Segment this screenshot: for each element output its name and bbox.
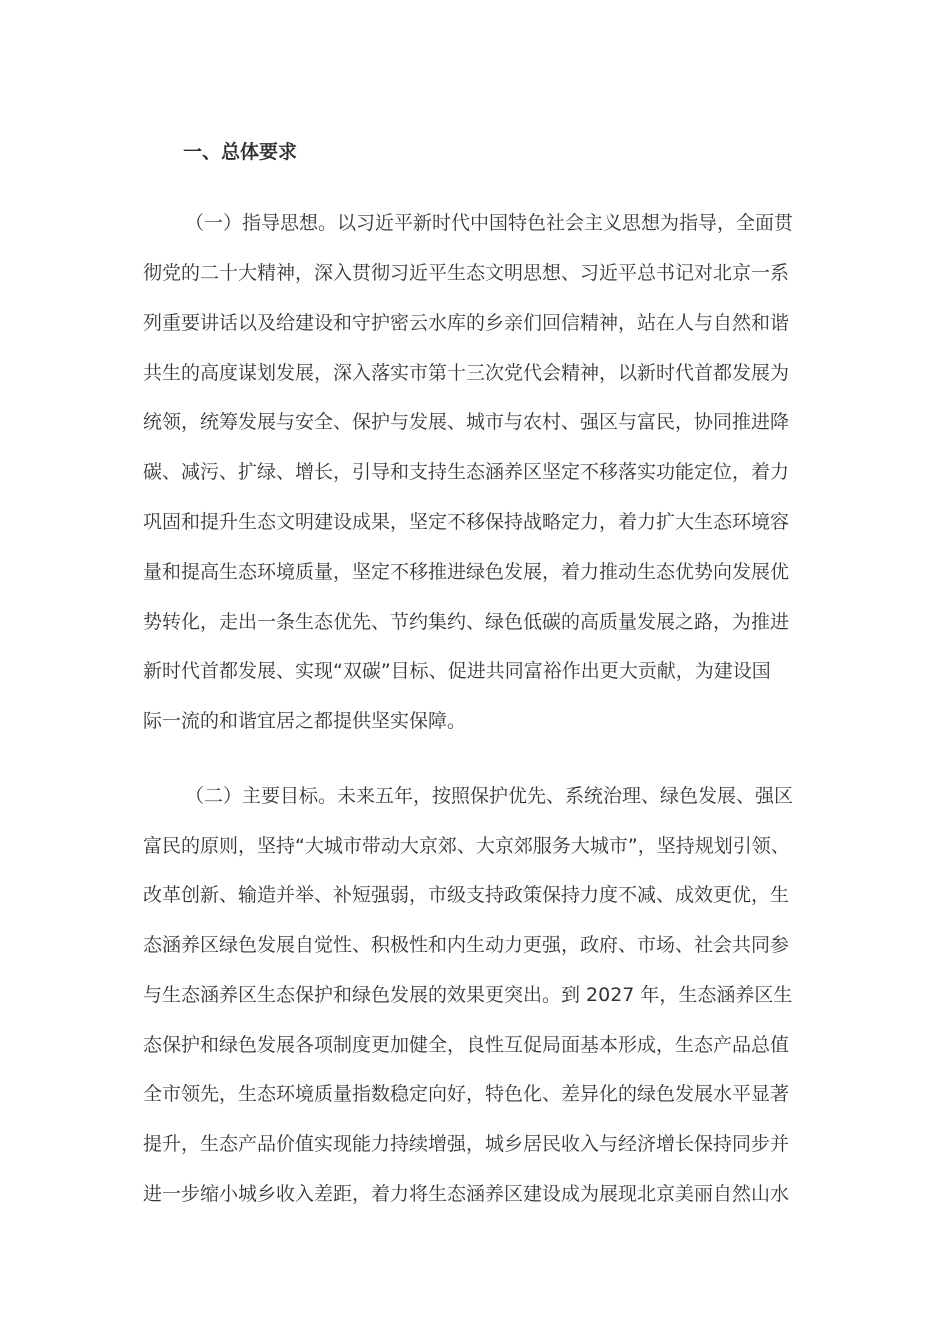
paragraph-2-line: 全市领先，生态环境质量指数稳定向好，特色化、差异化的绿色发展水平显著	[143, 1083, 790, 1105]
paragraph-1-line: 新时代首都发展、实现“双碳”目标、促进共同富裕作出更大贡献，为建设国	[143, 660, 771, 682]
paragraph-2-line: 进一步缩小城乡收入差距，着力将生态涵养区建设成为展现北京美丽自然山水	[143, 1183, 790, 1205]
paragraph-1-line: 碳、减污、扩绿、增长，引导和支持生态涵养区坚定不移落实功能定位，着力	[143, 461, 790, 483]
paragraph-2-line: （二）主要目标。未来五年，按照保护优先、系统治理、绿色发展、强区	[185, 785, 794, 807]
paragraph-1-line: 统领，统筹发展与安全、保护与发展、城市与农村、强区与富民，协同推进降	[143, 411, 790, 433]
paragraph-1-line: 共生的高度谋划发展，深入落实市第十三次党代会精神，以新时代首都发展为	[143, 362, 790, 384]
paragraph-1-line: 巩固和提升生态文明建设成果，坚定不移保持战略定力，着力扩大生态环境容	[143, 511, 790, 533]
section-heading: 一、总体要求	[183, 141, 298, 163]
paragraph-1-line: 势转化，走出一条生态优先、节约集约、绿色低碳的高质量发展之路，为推进	[143, 611, 790, 633]
paragraph-2-line: 态保护和绿色发展各项制度更加健全，良性互促局面基本形成，生态产品总值	[143, 1034, 790, 1056]
paragraph-1-line: 彻党的二十大精神，深入贯彻习近平生态文明思想、习近平总书记对北京一系	[143, 262, 790, 284]
paragraph-1-line: 际一流的和谐宜居之都提供坚实保障。	[143, 710, 467, 732]
paragraph-1-line: 量和提高生态环境质量，坚定不移推进绿色发展，着力推动生态优势向发展优	[143, 561, 790, 583]
paragraph-1-line: 列重要讲话以及给建设和守护密云水库的乡亲们回信精神，站在人与自然和谐	[143, 312, 790, 334]
paragraph-2-line: 提升，生态产品价值实现能力持续增强，城乡居民收入与经济增长保持同步并	[143, 1133, 790, 1155]
paragraph-1-line: （一）指导思想。以习近平新时代中国特色社会主义思想为指导，全面贯	[185, 212, 794, 234]
paragraph-2-line: 态涵养区绿色发展自觉性、积极性和内生动力更强，政府、市场、社会共同参	[143, 934, 790, 956]
paragraph-2-line: 富民的原则，坚持“大城市带动大京郊、大京郊服务大城市”，坚持规划引领、	[143, 835, 790, 857]
paragraph-2-line: 改革创新、输造并举、补短强弱，市级支持政策保持力度不减、成效更优，生	[143, 884, 790, 906]
paragraph-2-line: 与生态涵养区生态保护和绿色发展的效果更突出。到 2027 年，生态涵养区生	[143, 984, 793, 1006]
